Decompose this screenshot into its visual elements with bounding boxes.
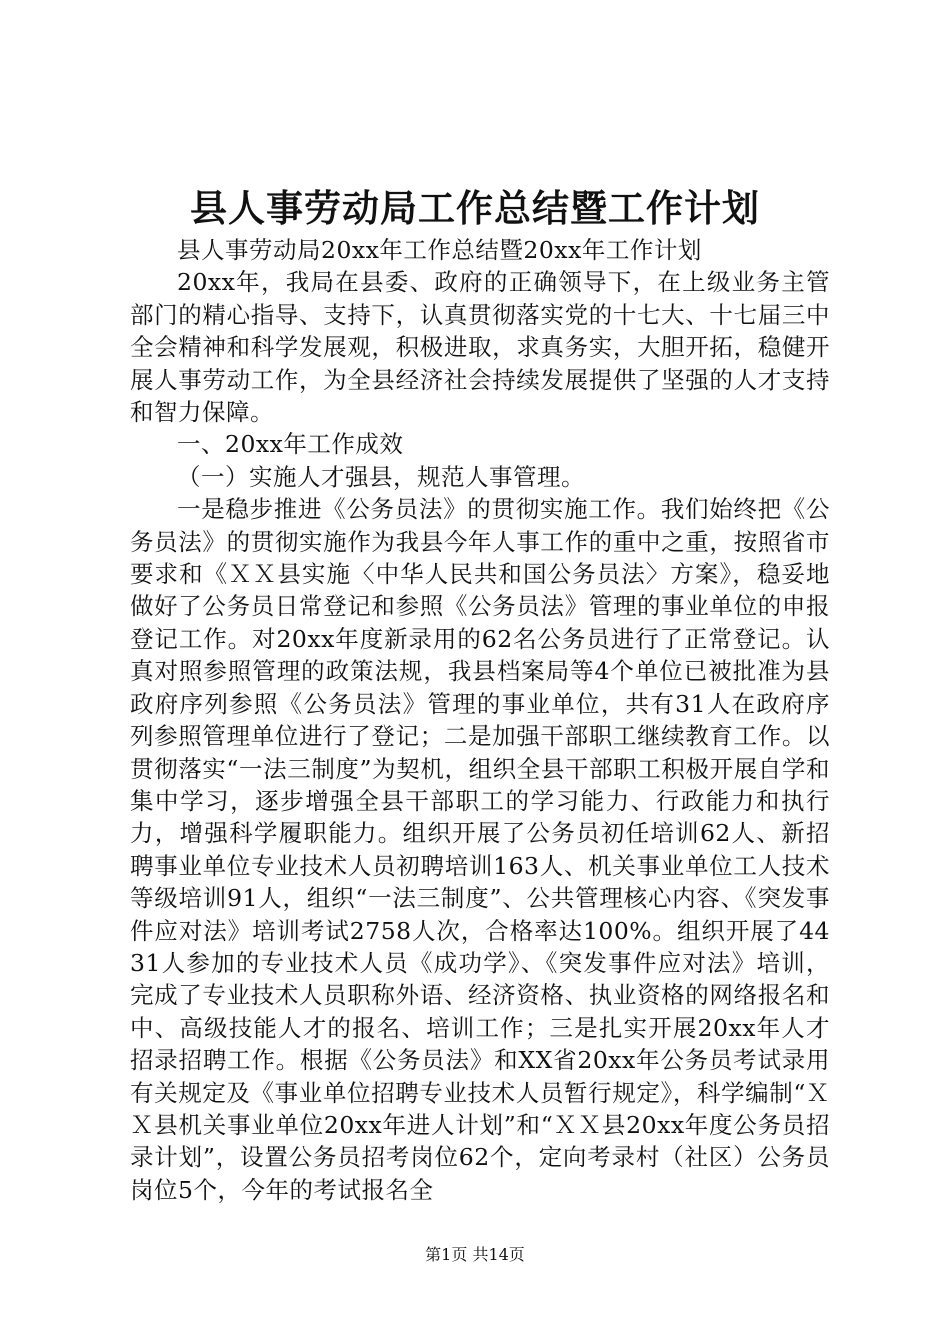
- body-paragraph: 一是稳步推进《公务员法》的贯彻实施工作。我们始终把《公务员法》的贯彻实施作为我县今年人事工作的重中之重，按照省市要求和《ＸＸ县实施〈中华人民共和国公务员法〉方案》，稳妥地做好了公务员日常登记和参照《公务员法》管理的事业单位的申报登记工作。对20xx年度新录用的62名公务员进行了正常登记。认真对照参照管理的政策法规，我县档案局等4个单位已被批准为县政府序列参照《公务员法》管理的事业单位，共有31人在政府序列参照管理单位进行了登记；二是加强干部职工继续教育工作。以贯彻落实“一法三制度”为契机，组织全县干部职工积极开展自学和集中学习，逐步增强全县干部职工的学习能力、行政能力和执行力，增强科学履职能力。组织开展了公务员初任培训62人、新招聘事业单位专业技术人员初聘培训163人、机关事业单位工人技术等级培训91人，组织“一法三制度”、公共管理核心内容、《突发事件应对法》培训考试2758人次，合格率达100%。组织开展了4431人参加的专业技术人员《成功学》、《突发事件应对法》培训，完成了专业技术人员职称外语、经济资格、执业资格的网络报名和中、高级技能人才的报名、培训工作；三是扎实开展20xx年人才招录招聘工作。根据《公务员法》和XX省20xx年公务员考试录用有关规定及《事业单位招聘专业技术人员暂行规定》，科学编制“ＸＸ县机关事业单位20xx年进人计划”和“ＸＸ县20xx年度公务员招录计划”，设置公务员招考岗位62个，定向考录村（社区）公务员岗位5个，今年的考试报名全: [130, 495, 830, 1204]
- intro-paragraph: 20xx年，我局在县委、政府的正确领导下，在上级业务主管部门的精心指导、支持下，认真贯彻落实党的十七大、十七届三中全会精神和科学发展观，积极进取，求真务实，大胆开拓，稳健开展人事劳动工作，为全县经济社会持续发展提供了坚强的人才支持和智力保障。: [130, 268, 830, 427]
- section-heading: 一、20xx年工作成效: [177, 430, 404, 459]
- subsection-heading: （一）实施人才强县，规范人事管理。: [177, 462, 585, 491]
- subtitle-paragraph: 县人事劳动局20xx年工作总结暨20xx年工作计划: [177, 236, 702, 264]
- document-title: 县人事劳动局工作总结暨工作计划: [190, 187, 760, 230]
- page-footer: 第1页 共14页: [425, 1245, 525, 1264]
- document-body: [130, 234, 830, 1206]
